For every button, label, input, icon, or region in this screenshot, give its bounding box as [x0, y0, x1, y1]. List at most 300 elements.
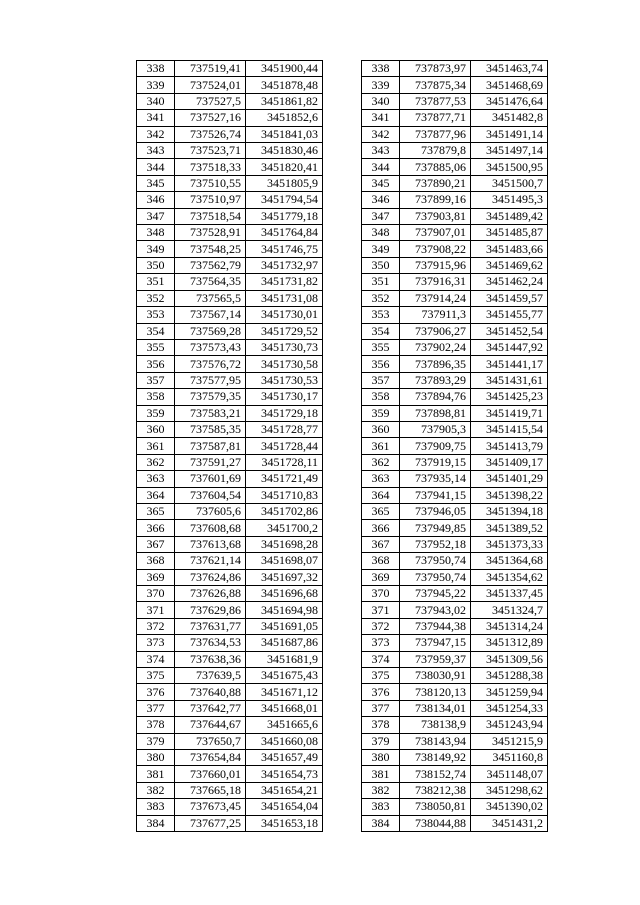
x-coordinate-cell: 738152,74: [400, 766, 471, 782]
table-row: [137, 717, 323, 733]
x-coordinate-cell: 737587,81: [175, 438, 246, 454]
y-coordinate-cell: 3451861,82: [246, 93, 323, 109]
table-row: [362, 684, 548, 700]
y-coordinate-cell: 3451702,86: [246, 503, 323, 519]
x-coordinate-cell: 737941,15: [400, 487, 471, 503]
y-coordinate-cell: 3451354,62: [471, 569, 548, 585]
x-coordinate-cell: 737605,6: [175, 503, 246, 519]
y-coordinate-cell: 3451160,8: [471, 750, 548, 766]
x-coordinate-cell: 737949,85: [400, 520, 471, 536]
x-coordinate-cell: 737583,21: [175, 405, 246, 421]
y-coordinate-cell: 3451728,44: [246, 438, 323, 454]
x-coordinate-cell: 738149,92: [400, 750, 471, 766]
point-number-cell: 374: [362, 651, 400, 667]
table-row: [137, 372, 323, 388]
y-coordinate-cell: 3451455,77: [471, 307, 548, 323]
y-coordinate-cell: 3451731,08: [246, 290, 323, 306]
point-number-cell: 380: [137, 750, 175, 766]
y-coordinate-cell: 3451462,24: [471, 274, 548, 290]
table-row: [362, 471, 548, 487]
table-row: [362, 733, 548, 749]
table-row: [362, 553, 548, 569]
x-coordinate-cell: 737905,3: [400, 421, 471, 437]
table-row: [137, 225, 323, 241]
point-number-cell: 356: [137, 356, 175, 372]
y-coordinate-cell: 3451660,08: [246, 733, 323, 749]
point-number-cell: 349: [137, 241, 175, 257]
y-coordinate-cell: 3451841,03: [246, 126, 323, 142]
table-row: [137, 323, 323, 339]
y-coordinate-cell: 3451441,17: [471, 356, 548, 372]
x-coordinate-cell: 737903,81: [400, 208, 471, 224]
x-coordinate-cell: 737906,27: [400, 323, 471, 339]
point-number-cell: 363: [137, 471, 175, 487]
table-row: [137, 536, 323, 552]
point-number-cell: 350: [137, 257, 175, 273]
x-coordinate-cell: 737524,01: [175, 77, 246, 93]
x-coordinate-cell: 737894,76: [400, 389, 471, 405]
y-coordinate-cell: 3451653,18: [246, 815, 323, 831]
point-number-cell: 355: [137, 339, 175, 355]
y-coordinate-cell: 3451654,73: [246, 766, 323, 782]
point-number-cell: 342: [362, 126, 400, 142]
point-number-cell: 354: [362, 323, 400, 339]
table-row: [137, 487, 323, 503]
x-coordinate-cell: 737673,45: [175, 799, 246, 815]
x-coordinate-cell: 737950,74: [400, 569, 471, 585]
x-coordinate-cell: 737902,24: [400, 339, 471, 355]
point-number-cell: 366: [137, 520, 175, 536]
point-number-cell: 342: [137, 126, 175, 142]
point-number-cell: 373: [362, 635, 400, 651]
x-coordinate-cell: 737526,74: [175, 126, 246, 142]
table-row: [362, 143, 548, 159]
x-coordinate-cell: 738212,38: [400, 782, 471, 798]
x-coordinate-cell: 737567,14: [175, 307, 246, 323]
y-coordinate-cell: 3451215,9: [471, 733, 548, 749]
point-number-cell: 379: [362, 733, 400, 749]
point-number-cell: 347: [137, 208, 175, 224]
x-coordinate-cell: 737613,68: [175, 536, 246, 552]
table-row: [362, 339, 548, 355]
table-row: [362, 750, 548, 766]
y-coordinate-cell: 3451254,33: [471, 700, 548, 716]
y-coordinate-cell: 3451698,28: [246, 536, 323, 552]
table-row: [362, 389, 548, 405]
x-coordinate-cell: 737639,5: [175, 668, 246, 684]
table-row: [362, 77, 548, 93]
table-row: [137, 471, 323, 487]
point-number-cell: 374: [137, 651, 175, 667]
table-row: [362, 618, 548, 634]
point-number-cell: 346: [137, 192, 175, 208]
y-coordinate-cell: 3451657,49: [246, 750, 323, 766]
point-number-cell: 382: [362, 782, 400, 798]
table-row: [137, 290, 323, 306]
y-coordinate-cell: 3451696,68: [246, 586, 323, 602]
point-number-cell: 338: [137, 61, 175, 77]
x-coordinate-cell: 737604,54: [175, 487, 246, 503]
point-number-cell: 372: [362, 618, 400, 634]
x-coordinate-cell: 737945,22: [400, 586, 471, 602]
x-coordinate-cell: 738044,88: [400, 815, 471, 831]
x-coordinate-cell: 737642,77: [175, 700, 246, 716]
x-coordinate-cell: 737569,28: [175, 323, 246, 339]
y-coordinate-cell: 3451730,01: [246, 307, 323, 323]
x-coordinate-cell: 737915,96: [400, 257, 471, 273]
table-row: [137, 782, 323, 798]
table-row: [137, 143, 323, 159]
y-coordinate-cell: 3451830,46: [246, 143, 323, 159]
coordinates-table-body: [362, 61, 548, 832]
y-coordinate-cell: 3451476,64: [471, 93, 548, 109]
table-row: [137, 175, 323, 191]
table-row: [362, 700, 548, 716]
x-coordinate-cell: 737916,31: [400, 274, 471, 290]
point-number-cell: 348: [362, 225, 400, 241]
table-row: [137, 126, 323, 142]
y-coordinate-cell: 3451687,86: [246, 635, 323, 651]
y-coordinate-cell: 3451452,54: [471, 323, 548, 339]
x-coordinate-cell: 737877,71: [400, 110, 471, 126]
y-coordinate-cell: 3451671,12: [246, 684, 323, 700]
y-coordinate-cell: 3451721,49: [246, 471, 323, 487]
y-coordinate-cell: 3451732,97: [246, 257, 323, 273]
table-row: [137, 520, 323, 536]
y-coordinate-cell: 3451463,74: [471, 61, 548, 77]
point-number-cell: 353: [137, 307, 175, 323]
y-coordinate-cell: 3451764,84: [246, 225, 323, 241]
point-number-cell: 344: [137, 159, 175, 175]
point-number-cell: 367: [137, 536, 175, 552]
table-row: [137, 684, 323, 700]
table-row: [362, 487, 548, 503]
y-coordinate-cell: 3451312,89: [471, 635, 548, 651]
x-coordinate-cell: 737947,15: [400, 635, 471, 651]
point-number-cell: 362: [362, 454, 400, 470]
y-coordinate-cell: 3451805,9: [246, 175, 323, 191]
table-row: [137, 241, 323, 257]
coordinates-table-left: [136, 60, 323, 832]
x-coordinate-cell: 738143,94: [400, 733, 471, 749]
table-row: [137, 93, 323, 109]
point-number-cell: 362: [137, 454, 175, 470]
y-coordinate-cell: 3451681,9: [246, 651, 323, 667]
x-coordinate-cell: 737629,86: [175, 602, 246, 618]
y-coordinate-cell: 3451469,62: [471, 257, 548, 273]
point-number-cell: 368: [362, 553, 400, 569]
table-row: [137, 61, 323, 77]
table-row: [362, 290, 548, 306]
point-number-cell: 365: [362, 503, 400, 519]
x-coordinate-cell: 737634,53: [175, 635, 246, 651]
x-coordinate-cell: 737650,7: [175, 733, 246, 749]
point-number-cell: 356: [362, 356, 400, 372]
x-coordinate-cell: 737944,38: [400, 618, 471, 634]
point-number-cell: 358: [137, 389, 175, 405]
x-coordinate-cell: 737660,01: [175, 766, 246, 782]
point-number-cell: 379: [137, 733, 175, 749]
y-coordinate-cell: 3451730,58: [246, 356, 323, 372]
x-coordinate-cell: 737621,14: [175, 553, 246, 569]
y-coordinate-cell: 3451665,6: [246, 717, 323, 733]
y-coordinate-cell: 3451495,3: [471, 192, 548, 208]
y-coordinate-cell: 3451425,23: [471, 389, 548, 405]
table-row: [137, 208, 323, 224]
y-coordinate-cell: 3451730,53: [246, 372, 323, 388]
y-coordinate-cell: 3451447,92: [471, 339, 548, 355]
point-number-cell: 365: [137, 503, 175, 519]
x-coordinate-cell: 737899,16: [400, 192, 471, 208]
y-coordinate-cell: 3451729,18: [246, 405, 323, 421]
table-row: [362, 799, 548, 815]
x-coordinate-cell: 737577,95: [175, 372, 246, 388]
y-coordinate-cell: 3451698,07: [246, 553, 323, 569]
point-number-cell: 351: [137, 274, 175, 290]
table-row: [362, 192, 548, 208]
point-number-cell: 343: [137, 143, 175, 159]
y-coordinate-cell: 3451413,79: [471, 438, 548, 454]
point-number-cell: 339: [137, 77, 175, 93]
point-number-cell: 384: [137, 815, 175, 831]
point-number-cell: 383: [137, 799, 175, 815]
y-coordinate-cell: 3451468,69: [471, 77, 548, 93]
table-row: [362, 208, 548, 224]
x-coordinate-cell: 737518,54: [175, 208, 246, 224]
x-coordinate-cell: 737562,79: [175, 257, 246, 273]
x-coordinate-cell: 737919,15: [400, 454, 471, 470]
x-coordinate-cell: 737959,37: [400, 651, 471, 667]
point-number-cell: 370: [362, 586, 400, 602]
point-number-cell: 361: [362, 438, 400, 454]
table-row: [362, 717, 548, 733]
x-coordinate-cell: 737579,35: [175, 389, 246, 405]
x-coordinate-cell: 737564,35: [175, 274, 246, 290]
x-coordinate-cell: 738030,91: [400, 668, 471, 684]
table-row: [137, 77, 323, 93]
table-row: [362, 307, 548, 323]
y-coordinate-cell: 3451459,57: [471, 290, 548, 306]
x-coordinate-cell: 737908,22: [400, 241, 471, 257]
x-coordinate-cell: 737576,72: [175, 356, 246, 372]
point-number-cell: 348: [137, 225, 175, 241]
y-coordinate-cell: 3451314,24: [471, 618, 548, 634]
point-number-cell: 376: [137, 684, 175, 700]
point-number-cell: 377: [137, 700, 175, 716]
point-number-cell: 357: [362, 372, 400, 388]
table-row: [362, 766, 548, 782]
table-row: [137, 356, 323, 372]
y-coordinate-cell: 3451390,02: [471, 799, 548, 815]
y-coordinate-cell: 3451694,98: [246, 602, 323, 618]
point-number-cell: 345: [362, 175, 400, 191]
point-number-cell: 384: [362, 815, 400, 831]
point-number-cell: 349: [362, 241, 400, 257]
x-coordinate-cell: 737527,5: [175, 93, 246, 109]
y-coordinate-cell: 3451730,17: [246, 389, 323, 405]
point-number-cell: 380: [362, 750, 400, 766]
y-coordinate-cell: 3451485,87: [471, 225, 548, 241]
point-number-cell: 338: [362, 61, 400, 77]
y-coordinate-cell: 3451419,71: [471, 405, 548, 421]
y-coordinate-cell: 3451779,18: [246, 208, 323, 224]
x-coordinate-cell: 737510,55: [175, 175, 246, 191]
table-row: [137, 651, 323, 667]
point-number-cell: 370: [137, 586, 175, 602]
x-coordinate-cell: 737914,24: [400, 290, 471, 306]
table-row: [137, 569, 323, 585]
point-number-cell: 351: [362, 274, 400, 290]
x-coordinate-cell: 738134,01: [400, 700, 471, 716]
table-row: [362, 668, 548, 684]
x-coordinate-cell: 737877,96: [400, 126, 471, 142]
y-coordinate-cell: 3451288,38: [471, 668, 548, 684]
point-number-cell: 360: [137, 421, 175, 437]
table-row: [137, 700, 323, 716]
x-coordinate-cell: 737896,35: [400, 356, 471, 372]
x-coordinate-cell: 737898,81: [400, 405, 471, 421]
y-coordinate-cell: 3451700,2: [246, 520, 323, 536]
table-row: [362, 175, 548, 191]
point-number-cell: 369: [362, 569, 400, 585]
table-row: [137, 421, 323, 437]
point-number-cell: 378: [137, 717, 175, 733]
x-coordinate-cell: 737911,3: [400, 307, 471, 323]
point-number-cell: 382: [137, 782, 175, 798]
point-number-cell: 352: [362, 290, 400, 306]
y-coordinate-cell: 3451728,77: [246, 421, 323, 437]
point-number-cell: 367: [362, 536, 400, 552]
point-number-cell: 355: [362, 339, 400, 355]
point-number-cell: 369: [137, 569, 175, 585]
x-coordinate-cell: 737952,18: [400, 536, 471, 552]
point-number-cell: 354: [137, 323, 175, 339]
point-number-cell: 378: [362, 717, 400, 733]
table-row: [137, 389, 323, 405]
point-number-cell: 340: [137, 93, 175, 109]
table-row: [137, 110, 323, 126]
y-coordinate-cell: 3451654,21: [246, 782, 323, 798]
x-coordinate-cell: 737591,27: [175, 454, 246, 470]
y-coordinate-cell: 3451675,43: [246, 668, 323, 684]
y-coordinate-cell: 3451489,42: [471, 208, 548, 224]
y-coordinate-cell: 3451259,94: [471, 684, 548, 700]
table-row: [137, 750, 323, 766]
point-number-cell: 340: [362, 93, 400, 109]
point-number-cell: 381: [362, 766, 400, 782]
x-coordinate-cell: 737626,88: [175, 586, 246, 602]
table-row: [137, 503, 323, 519]
table-row: [362, 520, 548, 536]
point-number-cell: 364: [137, 487, 175, 503]
point-number-cell: 364: [362, 487, 400, 503]
y-coordinate-cell: 3451364,68: [471, 553, 548, 569]
table-row: [362, 405, 548, 421]
table-row: [362, 372, 548, 388]
point-number-cell: 371: [137, 602, 175, 618]
table-row: [137, 454, 323, 470]
table-row: [362, 159, 548, 175]
x-coordinate-cell: 737518,33: [175, 159, 246, 175]
table-row: [137, 405, 323, 421]
point-number-cell: 341: [137, 110, 175, 126]
x-coordinate-cell: 737573,43: [175, 339, 246, 355]
table-row: [362, 126, 548, 142]
point-number-cell: 352: [137, 290, 175, 306]
x-coordinate-cell: 738138,9: [400, 717, 471, 733]
x-coordinate-cell: 737528,91: [175, 225, 246, 241]
y-coordinate-cell: 3451298,62: [471, 782, 548, 798]
y-coordinate-cell: 3451497,14: [471, 143, 548, 159]
table-row: [137, 553, 323, 569]
table-row: [362, 569, 548, 585]
table-row: [137, 257, 323, 273]
x-coordinate-cell: 737890,21: [400, 175, 471, 191]
y-coordinate-cell: 3451900,44: [246, 61, 323, 77]
y-coordinate-cell: 3451654,04: [246, 799, 323, 815]
x-coordinate-cell: 737624,86: [175, 569, 246, 585]
table-row: [362, 651, 548, 667]
table-row: [137, 438, 323, 454]
y-coordinate-cell: 3451729,52: [246, 323, 323, 339]
x-coordinate-cell: 737654,84: [175, 750, 246, 766]
table-row: [137, 668, 323, 684]
point-number-cell: 358: [362, 389, 400, 405]
x-coordinate-cell: 737548,25: [175, 241, 246, 257]
table-row: [362, 323, 548, 339]
y-coordinate-cell: 3451373,33: [471, 536, 548, 552]
point-number-cell: 373: [137, 635, 175, 651]
point-number-cell: 363: [362, 471, 400, 487]
x-coordinate-cell: 737631,77: [175, 618, 246, 634]
y-coordinate-cell: 3451500,7: [471, 175, 548, 191]
point-number-cell: 359: [362, 405, 400, 421]
x-coordinate-cell: 737877,53: [400, 93, 471, 109]
point-number-cell: 344: [362, 159, 400, 175]
point-number-cell: 346: [362, 192, 400, 208]
point-number-cell: 381: [137, 766, 175, 782]
x-coordinate-cell: 738120,13: [400, 684, 471, 700]
point-number-cell: 361: [137, 438, 175, 454]
point-number-cell: 376: [362, 684, 400, 700]
x-coordinate-cell: 737909,75: [400, 438, 471, 454]
x-coordinate-cell: 737950,74: [400, 553, 471, 569]
point-number-cell: 372: [137, 618, 175, 634]
y-coordinate-cell: 3451482,8: [471, 110, 548, 126]
table-row: [362, 421, 548, 437]
table-row: [137, 159, 323, 175]
x-coordinate-cell: 737907,01: [400, 225, 471, 241]
point-number-cell: 359: [137, 405, 175, 421]
table-row: [362, 635, 548, 651]
point-number-cell: 360: [362, 421, 400, 437]
table-row: [137, 339, 323, 355]
point-number-cell: 339: [362, 77, 400, 93]
coordinates-table-right: [361, 60, 548, 832]
y-coordinate-cell: 3451852,6: [246, 110, 323, 126]
y-coordinate-cell: 3451389,52: [471, 520, 548, 536]
x-coordinate-cell: 737875,34: [400, 77, 471, 93]
y-coordinate-cell: 3451148,07: [471, 766, 548, 782]
y-coordinate-cell: 3451820,41: [246, 159, 323, 175]
y-coordinate-cell: 3451483,66: [471, 241, 548, 257]
y-coordinate-cell: 3451697,32: [246, 569, 323, 585]
table-row: [362, 454, 548, 470]
table-row: [362, 586, 548, 602]
x-coordinate-cell: 737665,18: [175, 782, 246, 798]
point-number-cell: 357: [137, 372, 175, 388]
point-number-cell: 343: [362, 143, 400, 159]
